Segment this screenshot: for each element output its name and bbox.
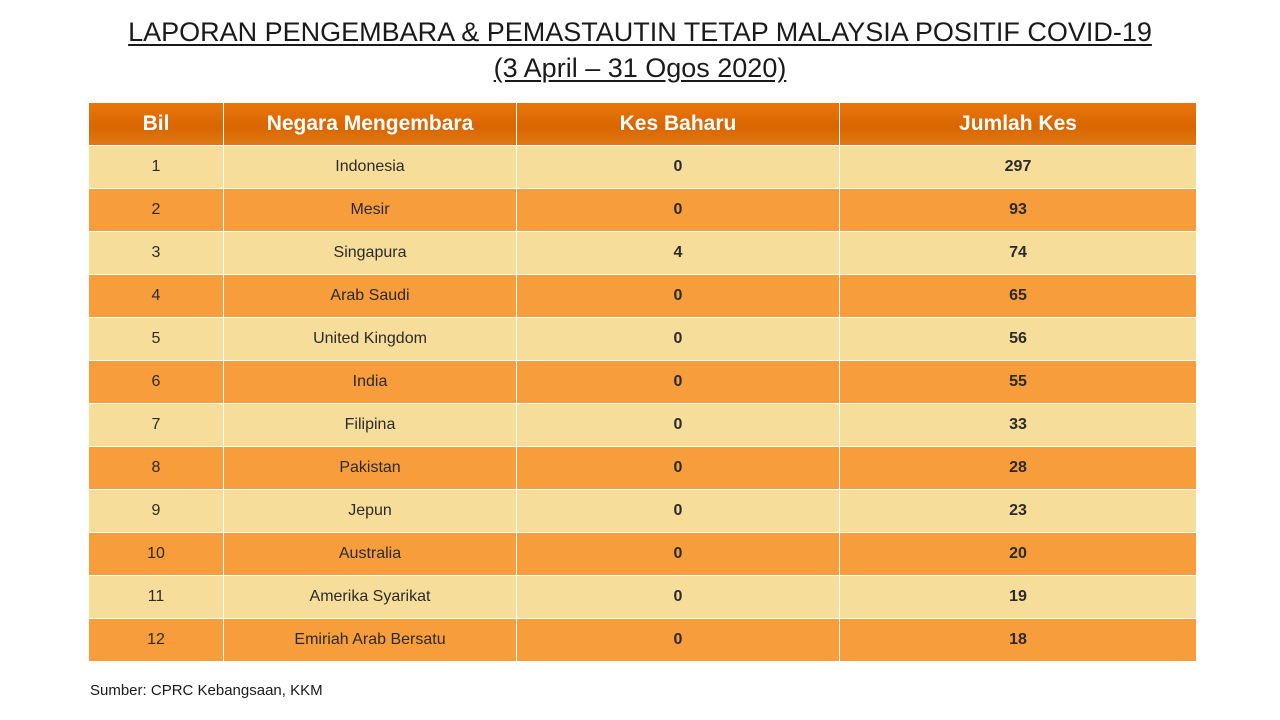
cell-kes-baharu: 0 xyxy=(517,490,840,533)
page-title xyxy=(0,0,1280,86)
cell-bil: 10 xyxy=(89,533,224,576)
cell-bil: 1 xyxy=(89,146,224,189)
table-row xyxy=(89,232,1197,275)
cell-kes-baharu: 0 xyxy=(517,619,840,662)
cell-bil: 12 xyxy=(89,619,224,662)
cell-kes-baharu: 0 xyxy=(517,533,840,576)
cell-negara: Emiriah Arab Bersatu xyxy=(224,619,517,662)
cell-negara: Amerika Syarikat xyxy=(224,576,517,619)
column-header-kes-baharu: Kes Baharu xyxy=(517,103,840,146)
table-row xyxy=(89,146,1197,189)
cell-bil: 11 xyxy=(89,576,224,619)
cell-jumlah-kes: 23 xyxy=(840,490,1197,533)
cell-jumlah-kes: 56 xyxy=(840,318,1197,361)
title-line-1: LAPORAN PENGEMBARA & PEMASTAUTIN TETAP MALAYSIA POSITIF COVID-19 xyxy=(128,17,1152,47)
cell-kes-baharu: 0 xyxy=(517,361,840,404)
table-row xyxy=(89,619,1197,662)
cell-negara: Singapura xyxy=(224,232,517,275)
column-header-bil: Bil xyxy=(89,103,224,146)
cell-negara: Australia xyxy=(224,533,517,576)
report-table-container xyxy=(88,102,1192,662)
table-row xyxy=(89,189,1197,232)
column-header-jumlah-kes: Jumlah Kes xyxy=(840,103,1197,146)
cell-negara: Mesir xyxy=(224,189,517,232)
table-row xyxy=(89,490,1197,533)
table-header-row xyxy=(89,103,1197,146)
cell-jumlah-kes: 55 xyxy=(840,361,1197,404)
cell-bil: 5 xyxy=(89,318,224,361)
cell-jumlah-kes: 93 xyxy=(840,189,1197,232)
cell-kes-baharu: 0 xyxy=(517,275,840,318)
table-row xyxy=(89,361,1197,404)
cell-jumlah-kes: 19 xyxy=(840,576,1197,619)
cell-negara: Filipina xyxy=(224,404,517,447)
table-row xyxy=(89,576,1197,619)
table-body xyxy=(89,146,1197,662)
cell-bil: 6 xyxy=(89,361,224,404)
cell-kes-baharu: 0 xyxy=(517,189,840,232)
cell-negara: Indonesia xyxy=(224,146,517,189)
table-row xyxy=(89,275,1197,318)
cell-jumlah-kes: 65 xyxy=(840,275,1197,318)
table-row xyxy=(89,404,1197,447)
source-note: Sumber: CPRC Kebangsaan, KKM xyxy=(90,682,323,699)
cell-jumlah-kes: 20 xyxy=(840,533,1197,576)
cell-jumlah-kes: 33 xyxy=(840,404,1197,447)
cell-jumlah-kes: 28 xyxy=(840,447,1197,490)
cell-negara: Arab Saudi xyxy=(224,275,517,318)
cell-kes-baharu: 0 xyxy=(517,576,840,619)
cell-kes-baharu: 4 xyxy=(517,232,840,275)
cell-bil: 8 xyxy=(89,447,224,490)
cell-kes-baharu: 0 xyxy=(517,146,840,189)
cell-jumlah-kes: 18 xyxy=(840,619,1197,662)
cell-negara: Pakistan xyxy=(224,447,517,490)
cell-negara: India xyxy=(224,361,517,404)
column-header-negara: Negara Mengembara xyxy=(224,103,517,146)
report-table xyxy=(88,102,1197,662)
table-row xyxy=(89,533,1197,576)
cell-jumlah-kes: 74 xyxy=(840,232,1197,275)
cell-bil: 9 xyxy=(89,490,224,533)
cell-negara: Jepun xyxy=(224,490,517,533)
cell-bil: 7 xyxy=(89,404,224,447)
cell-kes-baharu: 0 xyxy=(517,318,840,361)
cell-kes-baharu: 0 xyxy=(517,447,840,490)
table-row xyxy=(89,447,1197,490)
cell-negara: United Kingdom xyxy=(224,318,517,361)
cell-kes-baharu: 0 xyxy=(517,404,840,447)
table-row xyxy=(89,318,1197,361)
table-header xyxy=(89,103,1197,146)
cell-bil: 2 xyxy=(89,189,224,232)
cell-jumlah-kes: 297 xyxy=(840,146,1197,189)
cell-bil: 3 xyxy=(89,232,224,275)
cell-bil: 4 xyxy=(89,275,224,318)
title-line-2: (3 April – 31 Ogos 2020) xyxy=(493,53,787,83)
